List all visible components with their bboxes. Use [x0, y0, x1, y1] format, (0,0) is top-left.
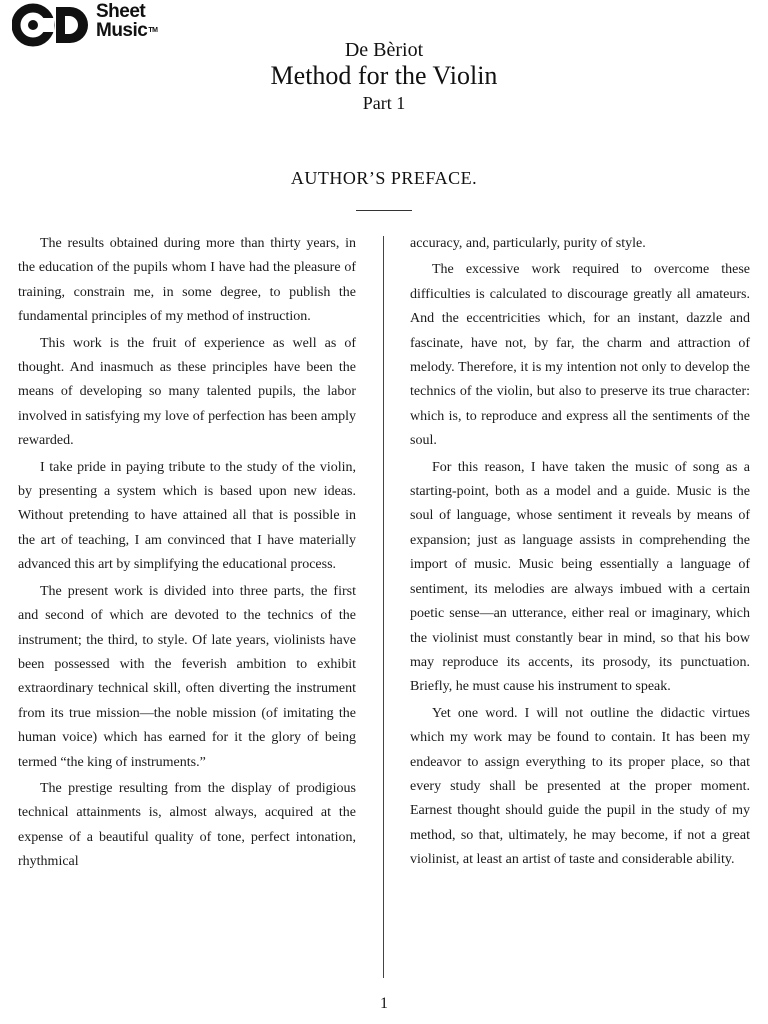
work-title: Method for the Violin [270, 61, 498, 90]
logo-line-music: Music [96, 20, 148, 41]
paragraph: The results obtained during more than thirty years, in the education of the pupils whom I have had the pleasure of training, constrain me, in some degree, to publish the fundamental principles of my method of instruction. [18, 236, 356, 325]
paragraph: The excessive work required to overcome these difficulties is calculated to discourage greatly all amateurs. And the eccentricities which, for an instant, dazzle and fascinate, have not, by far, the charm and attraction of melody. Therefore, it is my intention not only to develop the technics of the violin, but also to preserve its true character: which is, to reproduce and express all the sentiments of the soul. [410, 262, 750, 449]
paragraph: Yet one word. I will not outline the didactic virtues which my work may be found to contain. It has been my endeavor to assign everything to its proper place, so that every study shall be presented at the proper moment. Earnest thought should guide the pupil in the study of my method, so that, ultimately, he may become, if not a great violinist, at least an artist of taste and considerable ability. [410, 705, 750, 868]
column-divider [383, 236, 384, 978]
paragraph: For this reason, I have taken the music of song as a starting-point, both as a model and a guide. Music is the soul of language, whose sentiment it reveals by means of expansion; just as language assists in comprehending the import of music. Music being essentially a language of sentiment, its melodies are always imbued with a certain poetic sense—an utterance, either real or imaginary, which the violinist must constantly bear in mind, so that his bow may reproduce its accents, its prosody, its punctuation. Briefly, he must cause his instrument to speak. [410, 459, 750, 695]
right-column [410, 232, 750, 873]
paragraph: The prestige resulting from the display of prodigious technical attainments is, almost always, acquired at the expense of a beautiful quality of tone, perfect intonation, rhythmical [18, 780, 356, 870]
composer-name: De Bèriot [344, 39, 424, 61]
left-column [18, 232, 356, 875]
preface-heading: AUTHOR’S PREFACE. [290, 168, 478, 188]
part-label: Part 1 [362, 93, 406, 113]
page-number: 1 [380, 995, 388, 1012]
paragraph: accuracy, and, particularly, purity of style. [410, 236, 646, 251]
heading-rule [356, 210, 412, 211]
paragraph: This work is the fruit of experience as well as of thought. And inasmuch as these principles have been the means of developing so many talented pupils, the labor involved in satisfying my love of perfection has been amply rewarded. [18, 335, 356, 449]
paragraph: The present work is divided into three parts, the first and second of which are devoted to the technics of the instrument; the third, to style. Of late years, violinists have been possessed with the feverish ambition to exhibit extraordinary technical skill, often diverting the instrument from its true mission—the noble mission (of imitating the human voice) which has earned for it the glory of being termed “the king of instruments.” [18, 583, 356, 770]
logo-wordmark [96, 2, 157, 40]
logo-line-sheet: Sheet [96, 1, 146, 22]
paragraph: I take pride in paying tribute to the study of the violin, by presenting a system which is based upon new ideas. Without pretending to have attained all that is possible in the art of teaching, I am convinced that I have materially advanced this art by simplifying the educational process. [18, 459, 356, 573]
logo-trademark: TM [148, 27, 158, 34]
